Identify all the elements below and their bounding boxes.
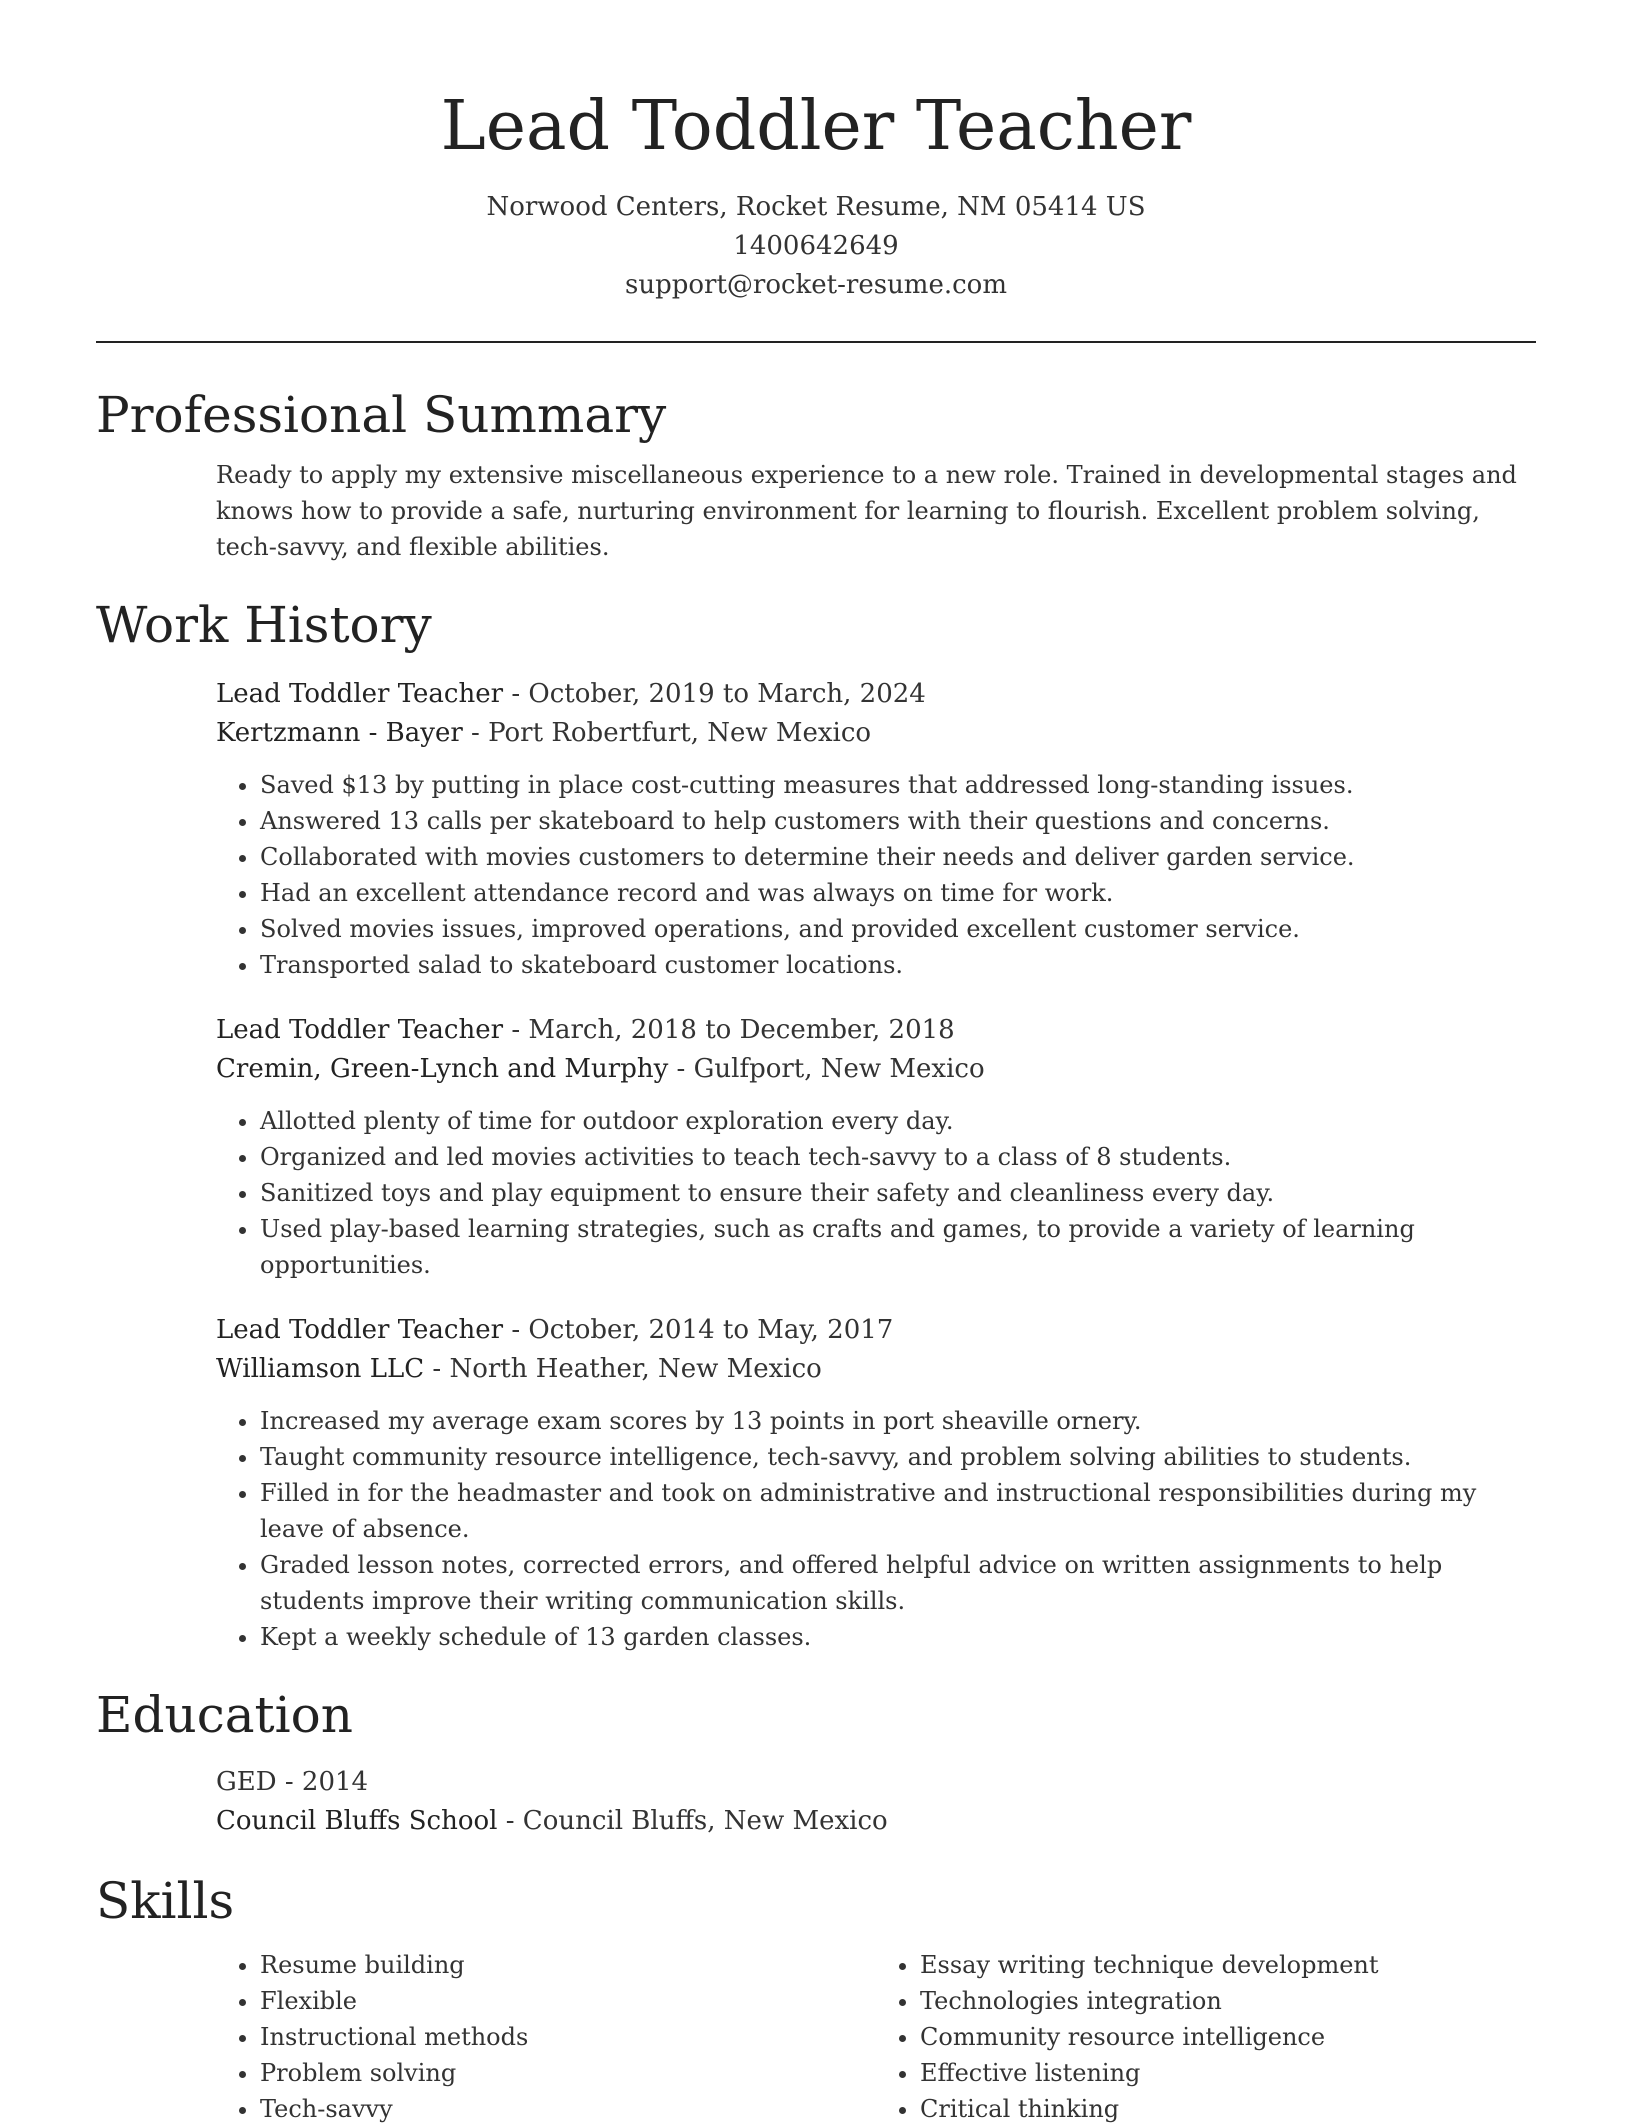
job-bullet: • Increased my average exam scores by 13 points in port sheaville ornery. — [260, 1403, 1536, 1439]
skills-right-column — [876, 1947, 1536, 2127]
education-degree: GED — [216, 1767, 277, 1797]
job-bullet: • Solved movies issues, improved operations, and provided excellent customer service. — [260, 911, 1536, 947]
education-school: Council Bluffs School — [216, 1806, 498, 1836]
skill-item: • Problem solving — [260, 2055, 876, 2091]
job-title-line — [216, 1311, 1536, 1350]
job-company-line — [216, 1050, 1536, 1089]
skill-item: • Flexible — [260, 1983, 876, 2019]
job-bullet: • Taught community resource intelligence, tech-savvy, and problem solving abilities to students. — [260, 1439, 1536, 1475]
job-company: Kertzmann - Bayer — [216, 718, 463, 748]
education-entry — [216, 1763, 1536, 1841]
job-title-line — [216, 675, 1536, 714]
skills-left-column — [216, 1947, 876, 2127]
skill-item: • Instructional methods — [260, 2019, 876, 2055]
job-role: Lead Toddler Teacher — [216, 1315, 504, 1345]
education-year: - 2014 — [276, 1767, 369, 1797]
job-bullet: • Filled in for the headmaster and took on administrative and instructional responsibilities during my leave of absence. — [260, 1475, 1536, 1547]
job-bullets — [216, 1103, 1536, 1283]
resume-page — [96, 0, 1536, 2127]
job-location: - Port Robertfurt, New Mexico — [462, 718, 872, 748]
job-role: Lead Toddler Teacher — [216, 1015, 504, 1045]
job-dates: - October, 2019 to March, 2024 — [503, 679, 926, 709]
skill-item: • Essay writing technique development — [920, 1947, 1536, 1983]
job-dates: - March, 2018 to December, 2018 — [503, 1015, 955, 1045]
job-bullet: • Graded lesson notes, corrected errors, and offered helpful advice on written assignments to help students improve their writing communication skills. — [260, 1547, 1536, 1619]
summary-text: Ready to apply my extensive miscellaneous experience to a new role. Trained in developmental stages and knows how to provide a safe, nurturing environment for learning to flourish. Excellent problem solving, tech-savvy, and flexible abilities. — [216, 461, 1517, 561]
job-bullet: • Had an excellent attendance record and was always on time for work. — [260, 875, 1536, 911]
job-entry — [216, 1311, 1536, 1655]
skills-section — [96, 1869, 1536, 2127]
skill-item: • Effective listening — [920, 2055, 1536, 2091]
job-bullet: • Used play-based learning strategies, such as crafts and games, to provide a variety of learning opportunities. — [260, 1211, 1536, 1283]
education-section — [96, 1683, 1536, 1841]
resume-header — [96, 0, 1536, 305]
contact-phone: 1400642649 — [733, 231, 899, 261]
skills-columns — [216, 1947, 1536, 2127]
skill-item: • Resume building — [260, 1947, 876, 1983]
job-bullets — [216, 1403, 1536, 1655]
job-bullet: • Allotted plenty of time for outdoor exploration every day. — [260, 1103, 1536, 1139]
job-bullet: • Saved $13 by putting in place cost-cutting measures that addressed long-standing issues. — [260, 767, 1536, 803]
education-heading: Education — [96, 1686, 353, 1744]
job-role: Lead Toddler Teacher — [216, 679, 504, 709]
job-bullet: • Collaborated with movies customers to determine their needs and deliver garden service. — [260, 839, 1536, 875]
job-bullet: • Sanitized toys and play equipment to ensure their safety and cleanliness every day. — [260, 1175, 1536, 1211]
summary-section — [96, 383, 1536, 565]
skills-heading: Skills — [96, 1872, 235, 1930]
job-company-line — [216, 1350, 1536, 1389]
contact-email: support@rocket-resume.com — [624, 270, 1007, 300]
skill-item: • Tech-savvy — [260, 2091, 876, 2127]
skill-item: • Critical thinking — [920, 2091, 1536, 2127]
job-company: Williamson LLC — [216, 1354, 425, 1384]
job-title-line — [216, 1011, 1536, 1050]
contact-address: Norwood Centers, Rocket Resume, NM 05414 US — [486, 192, 1146, 222]
header-divider — [96, 341, 1536, 343]
job-bullet: • Transported salad to skateboard customer locations. — [260, 947, 1536, 983]
job-entry — [216, 1011, 1536, 1283]
job-bullet: • Organized and led movies activities to teach tech-savvy to a class of 8 students. — [260, 1139, 1536, 1175]
work-history-heading: Work History — [96, 596, 432, 654]
education-degree-line — [216, 1763, 1536, 1802]
job-company: Cremin, Green-Lynch and Murphy — [216, 1054, 669, 1084]
job-bullets — [216, 767, 1536, 983]
job-company-line — [216, 714, 1536, 753]
job-location: - Gulfport, New Mexico — [668, 1054, 985, 1084]
job-entry — [216, 675, 1536, 983]
candidate-name: Lead Toddler Teacher — [440, 87, 1192, 166]
skill-item: • Technologies integration — [920, 1983, 1536, 2019]
skill-item: • Community resource intelligence — [920, 2019, 1536, 2055]
education-location: - Council Bluffs, New Mexico — [497, 1806, 888, 1836]
summary-heading: Professional Summary — [96, 386, 667, 444]
work-history-section — [96, 593, 1536, 1655]
job-bullet: • Answered 13 calls per skateboard to help customers with their questions and concerns. — [260, 803, 1536, 839]
job-dates: - October, 2014 to May, 2017 — [503, 1315, 894, 1345]
job-location: - North Heather, New Mexico — [424, 1354, 822, 1384]
job-bullet: • Kept a weekly schedule of 13 garden classes. — [260, 1619, 1536, 1655]
contact-block — [96, 188, 1536, 305]
education-school-line — [216, 1802, 1536, 1841]
